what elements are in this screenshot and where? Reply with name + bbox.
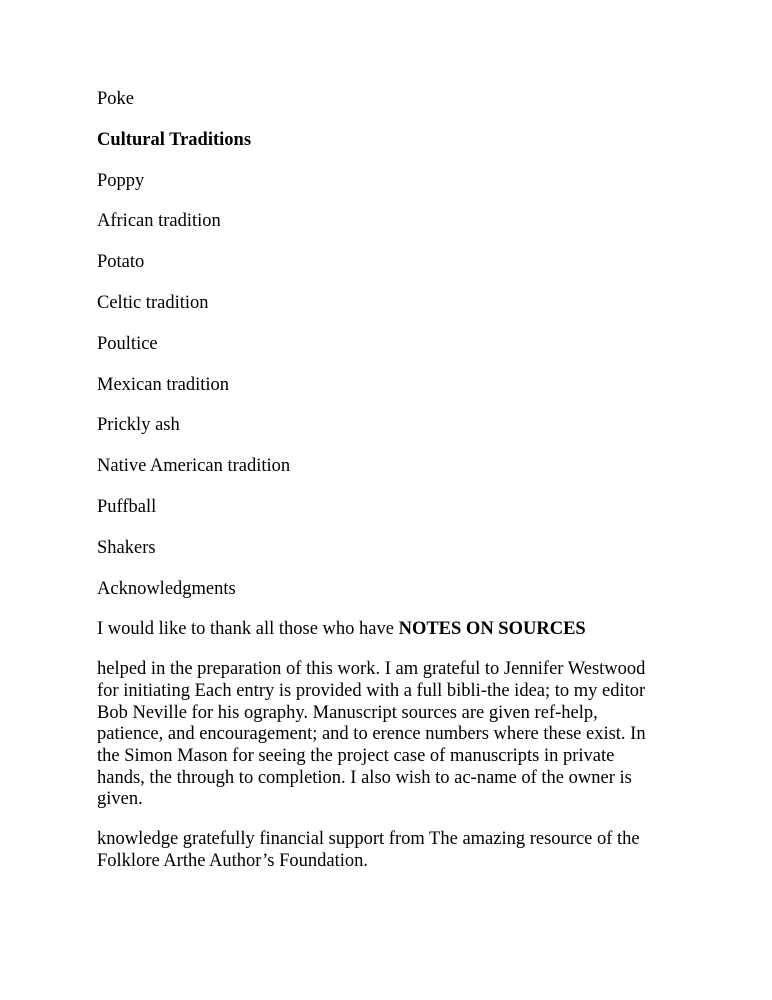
financial-support-paragraph	[97, 829, 677, 872]
paragraph-line: helped in the preparation of this work. I am grateful to Jennifer Westwood	[97, 659, 646, 680]
paragraph-line: knowledge gratefully financial support from The amazing resource of the	[97, 829, 640, 850]
text-line-puffball: Puffball	[97, 496, 157, 517]
text-line-potato: Potato	[97, 252, 145, 273]
text-line-celtic-tradition: Celtic tradition	[97, 292, 209, 313]
text-line-poultice: Poultice	[97, 333, 158, 354]
thanks-line	[97, 618, 677, 640]
text-line-native-american-tradition: Native American tradition	[97, 456, 291, 477]
text-line-poke: Poke	[97, 89, 134, 109]
document-page	[97, 88, 677, 890]
text-line-poppy: Poppy	[97, 170, 145, 191]
acknowledgments-paragraph	[97, 659, 677, 811]
paragraph-line: Folklore Arthe Author’s Foundation.	[97, 850, 368, 871]
paragraph-line: Bob Neville for his ography. Manuscript sources are given ref-help,	[97, 702, 598, 723]
text-line-mexican-tradition: Mexican tradition	[97, 374, 230, 395]
notes-on-sources-heading: NOTES ON SOURCES	[398, 619, 586, 640]
paragraph-line: hands, the through to completion. I also wish to ac-name of the owner is	[97, 767, 632, 788]
text-line-acknowledgments: Acknowledgments	[97, 578, 236, 599]
thanks-text: I would like to thank all those who have	[97, 619, 399, 640]
text-line-prickly-ash: Prickly ash	[97, 415, 180, 436]
heading-cultural-traditions: Cultural Traditions	[97, 129, 252, 150]
paragraph-line: patience, and encouragement; and to erence numbers where these exist. In	[97, 724, 646, 745]
paragraph-line: given.	[97, 789, 143, 810]
text-line-african-tradition: African tradition	[97, 211, 221, 232]
text-line-shakers: Shakers	[97, 537, 156, 558]
paragraph-line: for initiating Each entry is provided with a full bibli-the idea; to my editor	[97, 680, 646, 701]
paragraph-line: the Simon Mason for seeing the project case of manuscripts in private	[97, 745, 615, 766]
